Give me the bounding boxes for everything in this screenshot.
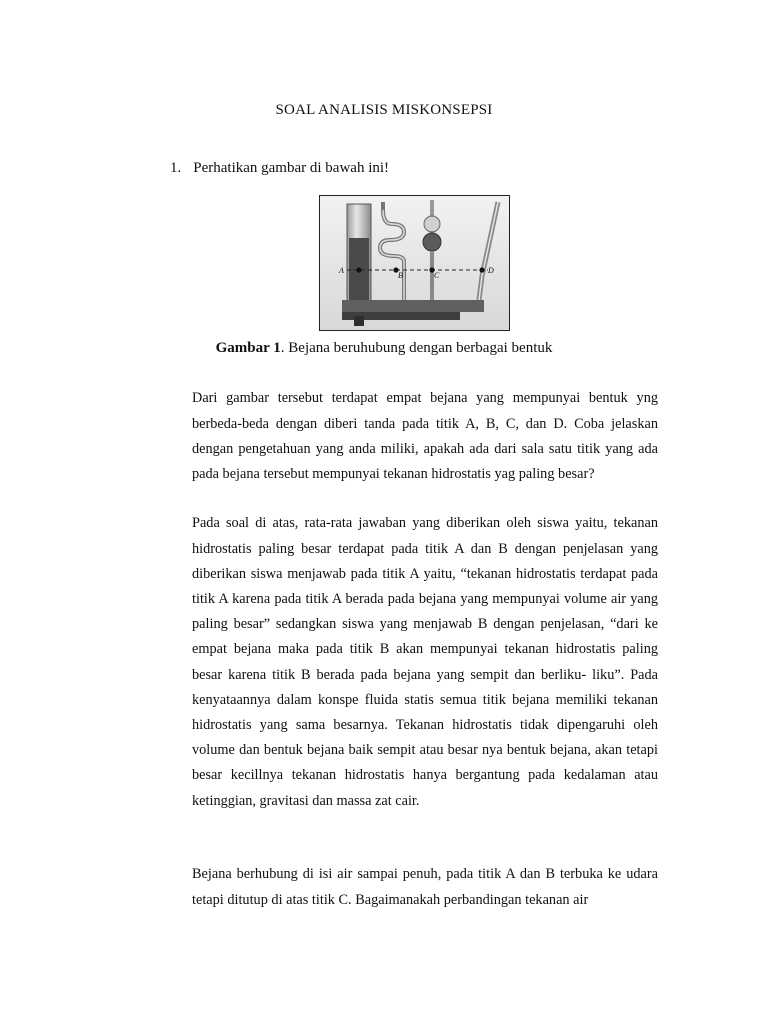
paragraph-next-question: Bejana berhubung di isi air sampai penuh, pada titik A dan B terbuka ke udara tetapi ditutup di atas titik C. Bagaimanakah perbandingan tekanan air bbox=[192, 866, 658, 908]
question-text: Perhatikan gambar di bawah ini! bbox=[193, 160, 390, 176]
question-item bbox=[170, 160, 389, 177]
figure-caption bbox=[0, 340, 768, 357]
caption-text: . Bejana beruhubung dengan berbagai bentuk bbox=[280, 340, 553, 356]
page-title: SOAL ANALISIS MISKONSEPSI bbox=[275, 102, 493, 118]
label-a: A bbox=[339, 266, 344, 275]
connected-vessels-figure bbox=[319, 195, 510, 331]
label-c: C bbox=[434, 271, 440, 280]
paragraph-question: Dari gambar tersebut terdapat empat bejana yang mempunyai bentuk yng berbeda-beda dengan diberi tanda pada titik A, B, C, dan D. Coba jelaskan dengan pengetahuan yang anda miliki, apakah ada dari sala satu titik yang ada pada bejana tersebut mempunyai tekanan hidrostatis yag paling besar? bbox=[192, 390, 658, 482]
caption-label: Gambar 1 bbox=[215, 340, 281, 356]
question-number: 1. bbox=[170, 160, 182, 176]
label-d: D bbox=[488, 266, 494, 275]
paragraph-analysis: Pada soal di atas, rata-rata jawaban yang diberikan oleh siswa yaitu, tekanan hidrostatis paling besar terdapat pada titik A dan B dengan penjelasan yang diberikan siswa menjawab pada titik A yaitu, “tekanan hidrostatis terdapat pada titik A karena pada titik A berada pada bejana yang mempunyai volume air yang paling besar” sedangkan siswa yang menjawab B dengan penjelasan, “dari ke empat bejana maka pada titik B akan mempunyai tekanan hidrostatis paling besar karena titik B berada pada bejana yang sempit dan berliku- liku”. Pada kenyataannya dalam konspe fluida statis semua titik bejana memiliki tekanan hidrostatis yang sama besarnya. Tekanan hidrostatis tidak dipengaruhi oleh volume dan bentuk bejana baik sempit atau besar nya bentuk bejana, akan tetapi besar kecillnya tekanan hidrostatis hanya bergantung pada kedalaman atau ketinggian, gravitasi dan massa zat cair. bbox=[192, 515, 658, 809]
vessels-illustration bbox=[320, 196, 509, 330]
label-b: B bbox=[398, 271, 403, 280]
